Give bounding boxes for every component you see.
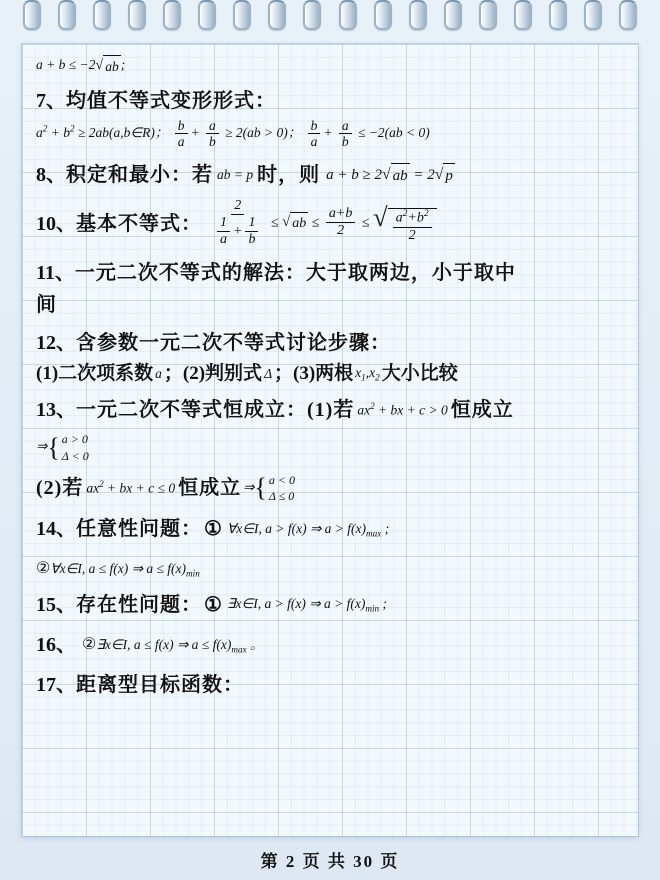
item-12-step1: (1)二次项系数 xyxy=(36,362,154,384)
spiral-ring xyxy=(549,0,567,30)
item-13-formula-a: $ax^2$ + bx + c > 0 xyxy=(357,401,448,418)
item-8-formula-b: a + b ≥ 2 √ ab = 2 √ p xyxy=(326,162,455,188)
item-15-number: 15、 xyxy=(36,593,76,616)
spiral-ring xyxy=(198,0,216,30)
item-8-number: 8、 xyxy=(36,163,66,186)
item-14-formula-2: ②∀x∈I, a ≤ f(x) ⇒ $a \le f(x)_{min}$ xyxy=(36,560,200,579)
item-7-formula: $a^2 + b^2$ ≥ 2ab(a,b∈R)； $\frac{b}{a}$ + $\frac{a}{b}$ ≥ 2(ab > 0)； $\frac{b}{a}$ + $\frac{a}{b}$ ≤ −2(ab < 0) xyxy=(36,117,430,150)
graph-paper-sheet xyxy=(22,44,638,836)
item-17-text: 距离型目标函数： xyxy=(76,673,244,696)
item-13-text: 一元二次不等式恒成立：(1)若 xyxy=(76,399,355,422)
item-14-text: 任意性问题： xyxy=(76,518,202,541)
circle-two-icon: ② xyxy=(82,636,97,653)
item-14-title xyxy=(36,514,202,544)
item-12-step4: 大小比较 xyxy=(381,362,458,384)
spiral-ring xyxy=(444,0,462,30)
item-7-title xyxy=(36,86,624,116)
item-14-number: 14、 xyxy=(36,518,76,541)
item-15-row xyxy=(36,582,624,622)
item-13-number: 13、 xyxy=(36,399,76,422)
item-15-text: 存在性问题： xyxy=(76,593,202,616)
item-8-row xyxy=(36,152,624,192)
item-11-title xyxy=(36,258,624,288)
item-8-text: 积定和最小： xyxy=(66,163,192,186)
spiral-ring xyxy=(93,0,111,30)
item-12-steps xyxy=(36,360,624,388)
item-10-title xyxy=(36,209,202,239)
item-11-continuation: 间 xyxy=(36,293,57,316)
item-12-var-delta: Δ xyxy=(264,365,272,381)
item-12-number: 12、 xyxy=(36,331,76,354)
spiral-ring xyxy=(163,0,181,30)
item-17-number: 17、 xyxy=(36,673,76,696)
item-14-formula-1: ∀x∈I, a > f(x) ⇒ $a > f(x)_{max}$ ; xyxy=(226,520,390,539)
circle-two-icon: ② xyxy=(36,560,51,578)
formula-carryover: a + b ≤ −2 √ ab ; xyxy=(36,54,624,78)
item-13-title xyxy=(36,395,354,425)
item-12-var-roots: $x_1,x_2$ xyxy=(355,364,380,383)
item-17-title xyxy=(36,670,624,700)
document-content xyxy=(36,54,624,702)
item-8-formula-a: ab = p xyxy=(217,166,254,182)
spiral-ring xyxy=(233,0,251,30)
item-16-title xyxy=(36,630,76,660)
page-footer: 第 2 页 共 30 页 xyxy=(260,852,400,871)
item-16-row xyxy=(36,622,624,662)
item-13-condition: ⇒ { a > 0 Δ < 0 xyxy=(36,432,89,463)
item-11-text: 一元二次不等式的解法：大于取两边，小于取中 xyxy=(74,261,516,284)
circle-one-icon: ① xyxy=(204,518,223,541)
spiral-ring xyxy=(268,0,286,30)
item-8-title xyxy=(36,160,213,190)
item-12-title xyxy=(36,328,624,358)
spiral-ring xyxy=(23,0,41,30)
item-13-row xyxy=(36,387,624,427)
spiral-ring xyxy=(339,0,357,30)
item-7-number: 7、 xyxy=(36,89,66,112)
item-8-text2: 时，则 xyxy=(257,163,321,186)
spiral-binding xyxy=(0,0,660,30)
item-16-number: 16、 xyxy=(36,633,76,656)
item-14-row xyxy=(36,506,624,546)
item-13-part2-condition: ⇒ { a < 0 Δ ≤ 0 xyxy=(243,472,295,504)
item-13-text-b: 恒成立 xyxy=(450,399,514,422)
spiral-ring xyxy=(584,0,602,30)
circle-one-icon: ① xyxy=(204,593,223,616)
item-12-step3: ；(3)两根 xyxy=(274,362,354,384)
spiral-ring xyxy=(374,0,392,30)
item-12-step2: ；(2)判别式 xyxy=(163,362,263,384)
item-11-number: 11、 xyxy=(36,261,75,284)
item-13-part2-text: 恒成立 xyxy=(178,477,242,500)
item-10-row xyxy=(36,192,624,250)
item-16-formula-2: ②∃x∈I, a ≤ f(x) ⇒ $a \le f(x)_{max}$ 。 xyxy=(82,636,264,655)
item-10-formula: 2 $\frac{1}{a}$ + $\frac{1}{b}$ ≤ √ ab ≤ $\frac{a+b}{2}$ ≤ √ $\frac{a^2+b^2}{2}$ xyxy=(208,198,437,248)
item-7-text: 均值不等式变形形式： xyxy=(66,89,276,112)
item-13-part2-label: (2)若 xyxy=(36,477,84,500)
spiral-ring xyxy=(514,0,532,30)
item-15-formula-1: ∃x∈I, a > f(x) ⇒ $a > f(x)_{min}$ ; xyxy=(226,596,387,614)
item-12-var-a: a xyxy=(155,365,162,381)
spiral-ring xyxy=(479,0,497,30)
spiral-ring xyxy=(128,0,146,30)
spiral-ring xyxy=(619,0,637,30)
item-15-title xyxy=(36,590,202,620)
item-12-text: 含参数一元二次不等式讨论步骤： xyxy=(76,331,391,354)
item-13-formula-b: $ax^2$ + bx + c ≤ 0 xyxy=(86,478,176,496)
spiral-ring xyxy=(303,0,321,30)
spiral-ring xyxy=(409,0,427,30)
item-10-number: 10、 xyxy=(36,212,76,235)
item-10-text: 基本不等式： xyxy=(76,212,202,235)
item-13-part2-row xyxy=(36,464,624,506)
item-8-ruo: 若 xyxy=(192,163,213,186)
spiral-ring xyxy=(58,0,76,30)
